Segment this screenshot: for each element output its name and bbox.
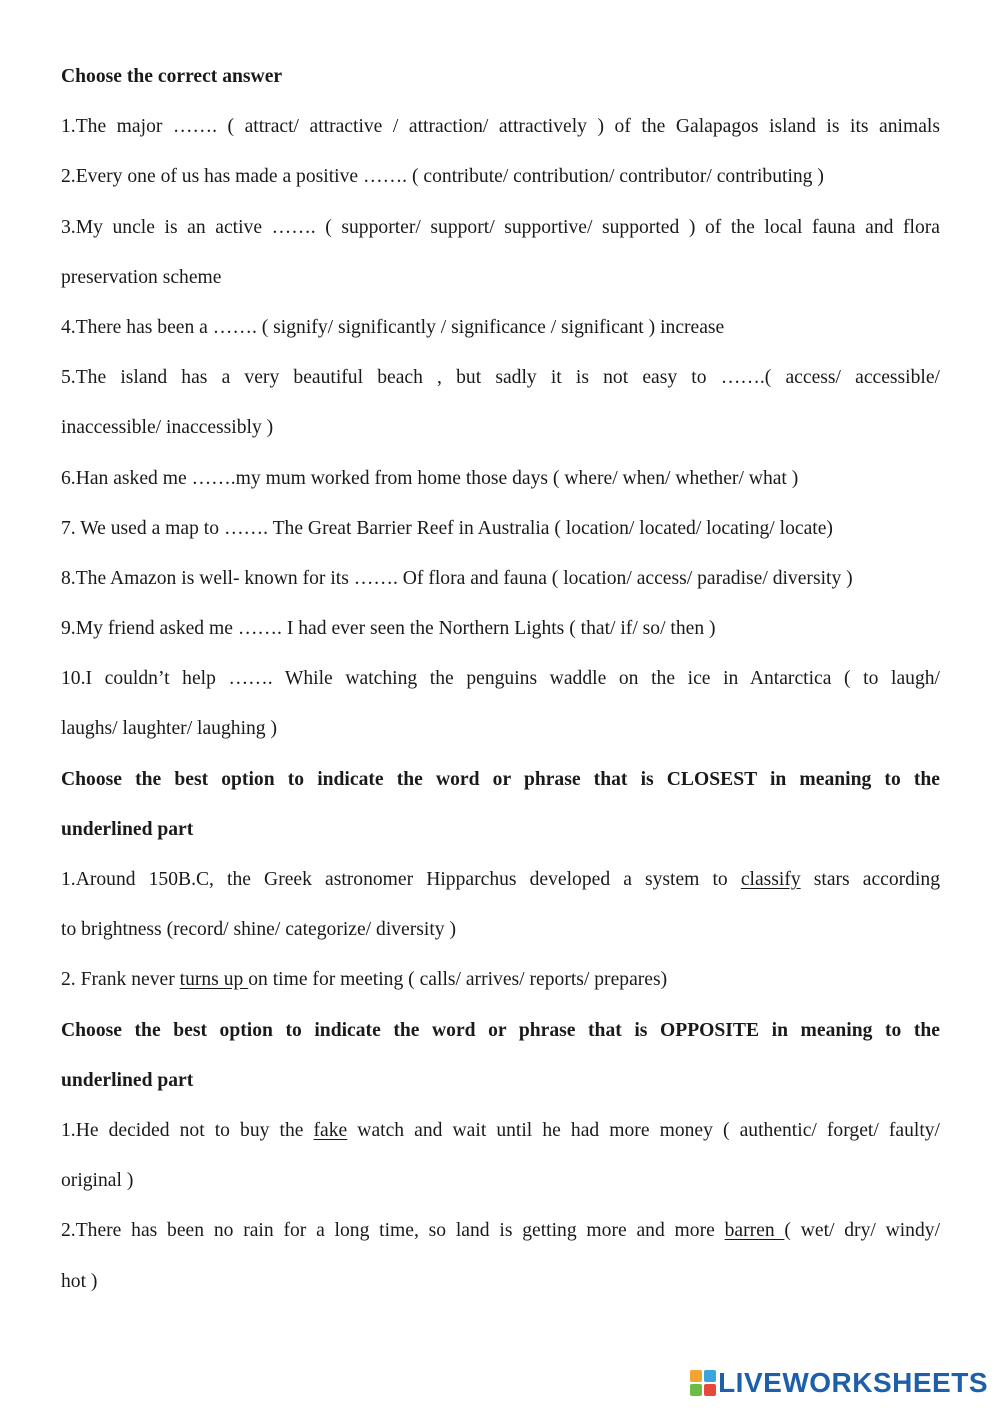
question-7: 7. We used a map to ……. The Great Barrier Reef in Australia ( location/ located/ locating/ locate) <box>61 517 833 539</box>
question-3: 3.My uncle is an active ……. ( supporter/ support/ supportive/ supported ) of the local fauna and flora <box>61 216 940 238</box>
underlined-phrase-turns-up: turns up <box>179 969 249 991</box>
question-10: 10.I couldn’t help ……. While watching the penguins waddle on the ice in Antarctica ( to laugh/ <box>61 668 940 690</box>
underlined-word-barren: barren <box>724 1220 785 1242</box>
section-heading-closest-continued: underlined part <box>61 818 194 840</box>
closest-q2-text-after: on time for meeting ( calls/ arrives/ reports/ prepares) <box>248 969 668 991</box>
question-6: 6.Han asked me …….my mum worked from home those days ( where/ when/ whether/ what ) <box>61 467 799 489</box>
question-8: 8.The Amazon is well- known for its ……. Of flora and fauna ( location/ access/ paradise/ diversity ) <box>61 567 853 589</box>
underlined-word-fake: fake <box>313 1119 348 1141</box>
question-1: 1.The major ……. ( attract/ attractive / attraction/ attractively ) of the Galapagos island is its animals <box>61 116 940 138</box>
worksheet <box>61 52 940 1307</box>
section-heading-correct-answer: Choose the correct answer <box>61 66 283 87</box>
opposite-q2-text-before: 2.There has been no rain for a long time, so land is getting more and more <box>61 1220 725 1242</box>
liveworksheets-logo <box>690 1366 988 1400</box>
question-4: 4.There has been a ……. ( signify/ significantly / significance / significant ) increase <box>61 316 725 338</box>
question-3-continued: preservation scheme <box>61 266 222 288</box>
opposite-q1-text-before: 1.He decided not to buy the <box>61 1119 314 1141</box>
opposite-q1-text-after: watch and wait until he had more money ( authentic/ forget/ faulty/ <box>347 1119 941 1141</box>
question-2: 2.Every one of us has made a positive ……. ( contribute/ contribution/ contributor/ contributing ) <box>61 166 824 188</box>
opposite-question-1-continued: original ) <box>61 1170 134 1192</box>
question-10-continued: laughs/ laughter/ laughing ) <box>61 718 278 740</box>
closest-q1-text-before: 1.Around 150B.C, the Greek astronomer Hipparchus developed a system to <box>61 869 741 890</box>
liveworksheets-logo-icon <box>690 1370 716 1396</box>
section-heading-opposite: Choose the best option to indicate the word or phrase that is OPPOSITE in meaning to the <box>61 1019 940 1041</box>
question-5: 5.The island has a very beautiful beach , but sadly it is not easy to …….( access/ accessible/ <box>61 367 940 389</box>
liveworksheets-logo-text: LIVEWORKSHEETS <box>718 1367 988 1398</box>
opposite-question-2-continued: hot ) <box>61 1270 98 1292</box>
closest-q1-text-after: stars according <box>800 869 940 890</box>
opposite-question-1 <box>61 1106 940 1156</box>
question-5-continued: inaccessible/ inaccessibly ) <box>61 417 274 439</box>
opposite-question-2 <box>61 1206 940 1256</box>
question-9: 9.My friend asked me ……. I had ever seen the Northern Lights ( that/ if/ so/ then ) <box>61 618 716 640</box>
closest-question-2 <box>61 955 940 1005</box>
closest-question-1 <box>61 855 940 905</box>
section-heading-closest: Choose the best option to indicate the word or phrase that is CLOSEST in meaning to the <box>61 768 940 790</box>
section-heading-opposite-continued: underlined part <box>61 1069 194 1091</box>
opposite-q2-text-after: ( wet/ dry/ windy/ <box>784 1220 941 1242</box>
closest-question-1-continued: to brightness (record/ shine/ categorize/ diversity ) <box>61 919 457 941</box>
underlined-word-classify: classify <box>740 869 801 890</box>
closest-q2-text-before: 2. Frank never <box>61 969 180 991</box>
